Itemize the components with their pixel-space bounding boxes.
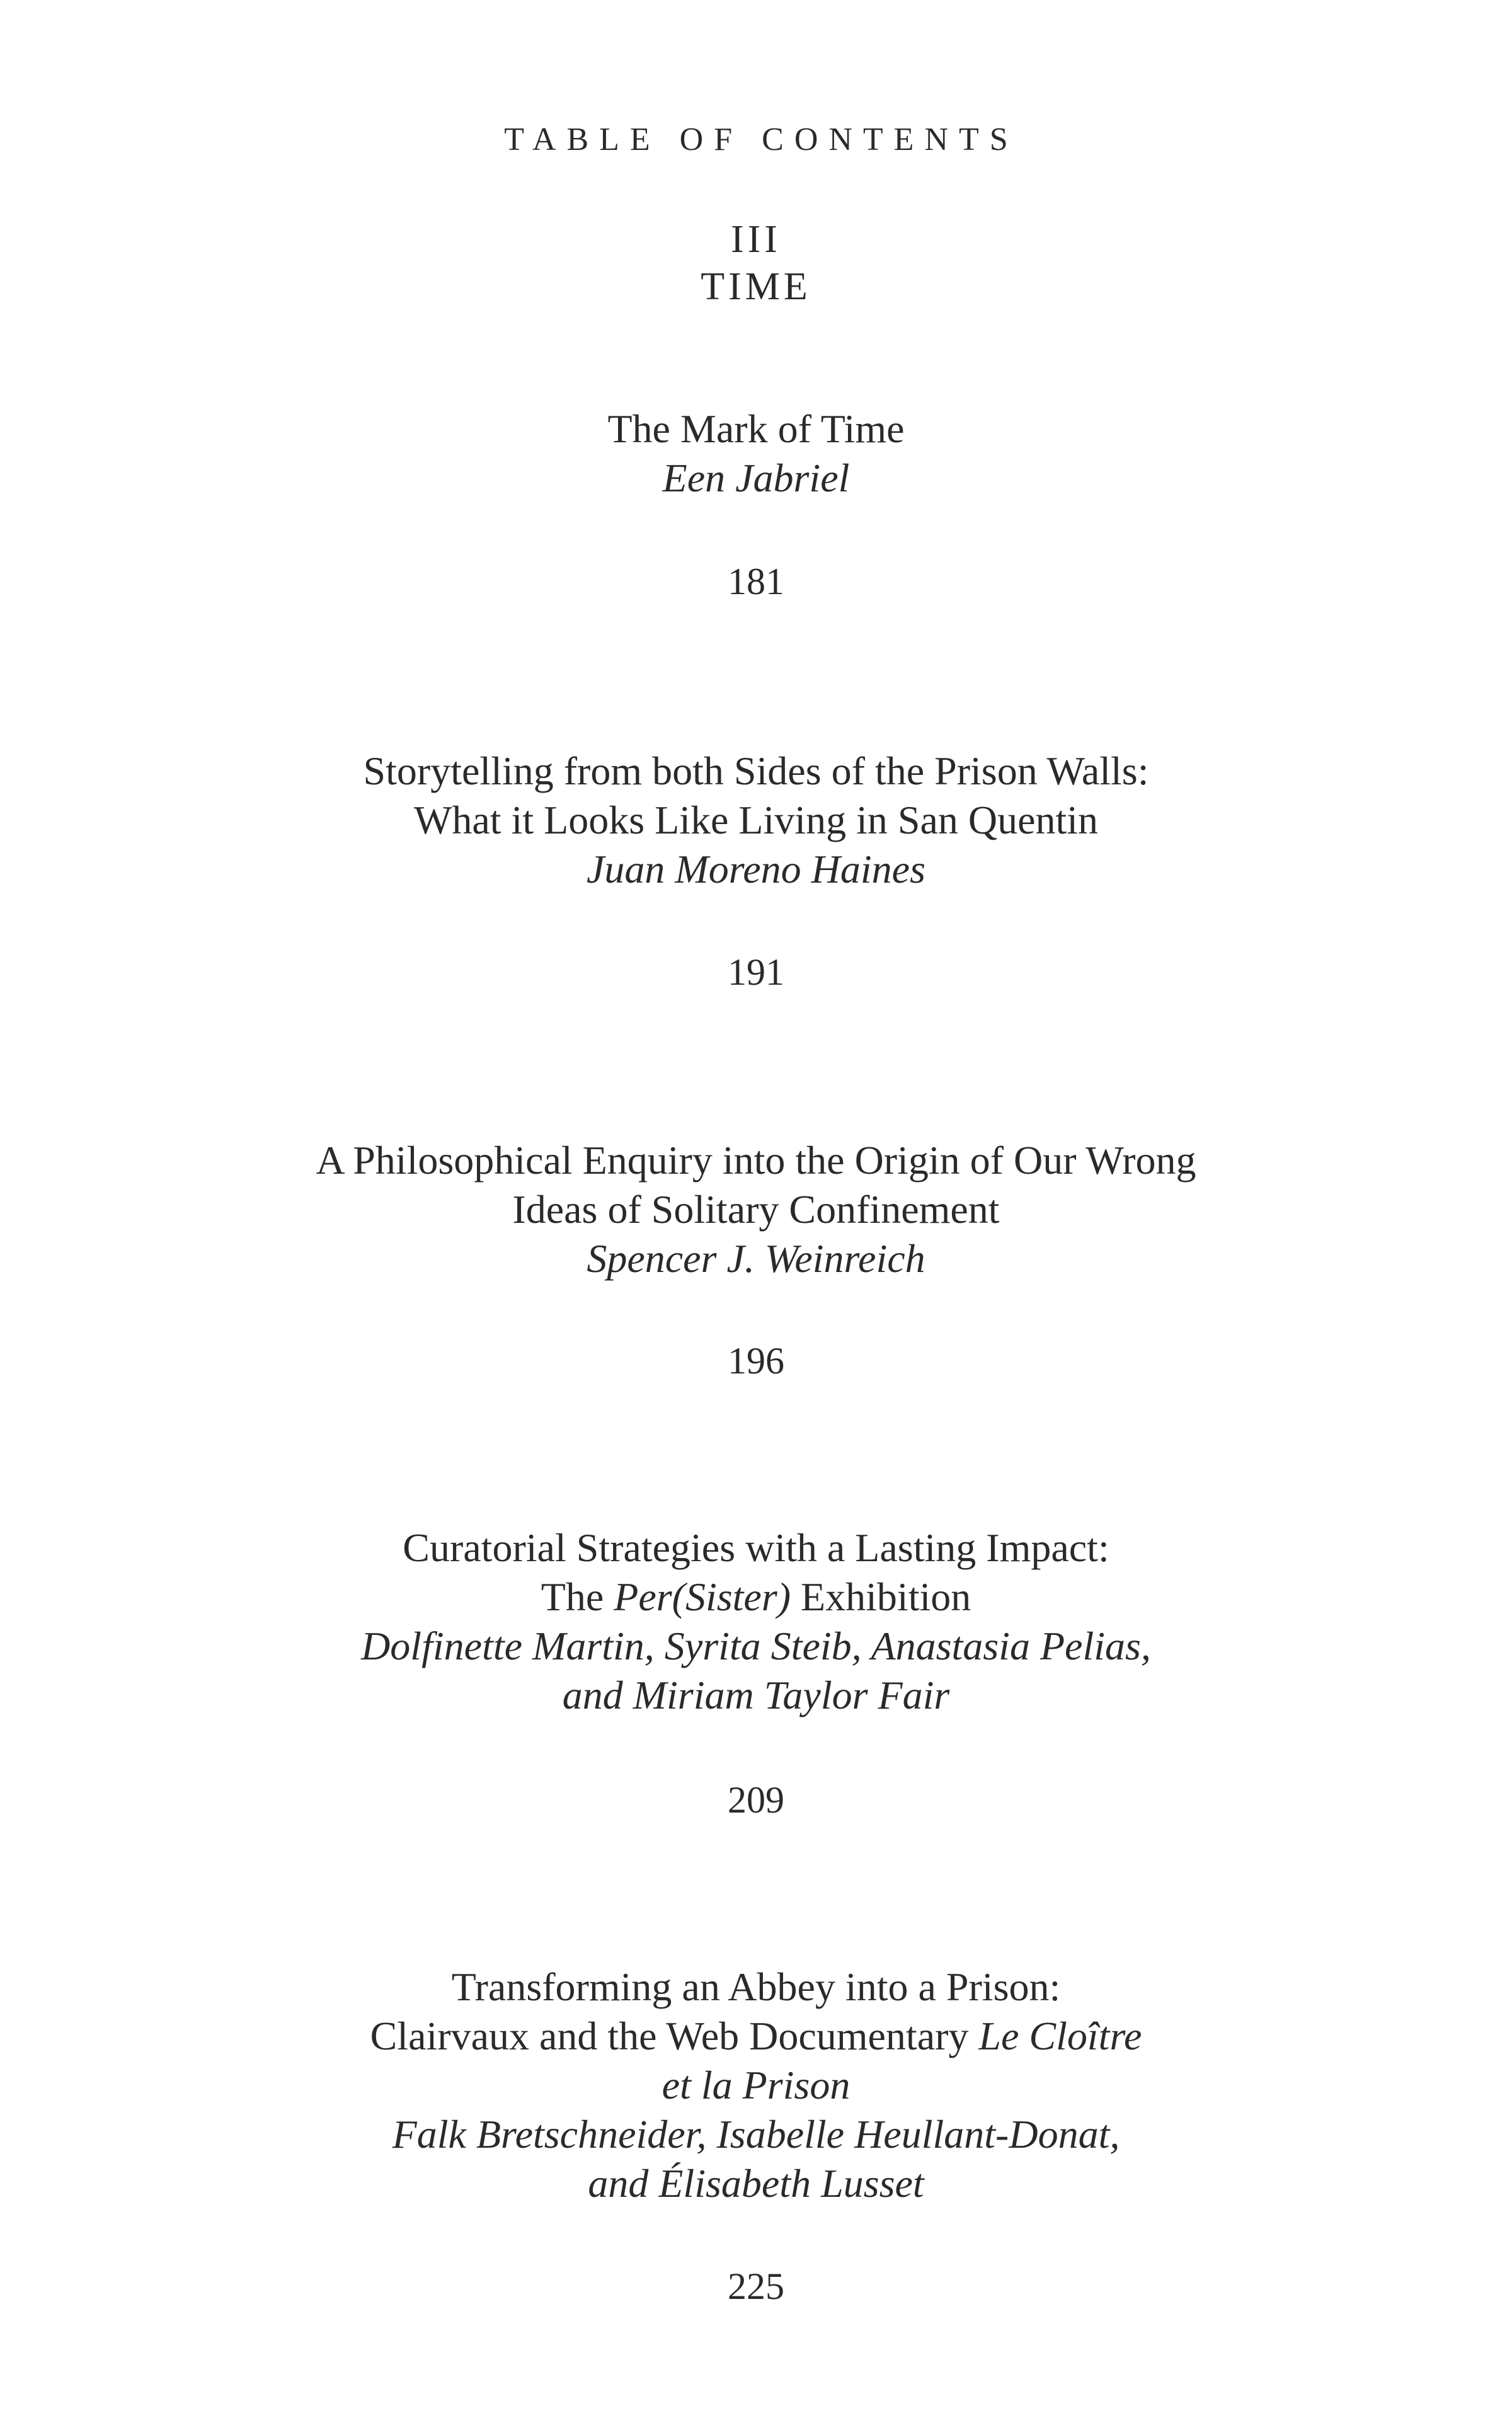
entry-title: The Mark of Time [607,406,905,451]
entry-title: Curatorial Strategies with a Lasting Impact: [403,1525,1109,1570]
toc-entry-5 [0,1962,1512,2208]
entry-title: What it Looks Like Living in San Quentin [413,798,1099,842]
title-text: The [541,1574,614,1619]
entry-title: Ideas of Solitary Confinement [512,1187,1000,1232]
entry-page-number: 225 [728,2266,784,2307]
toc-entry-4 [0,1523,1512,1720]
entry-title [0,2012,1512,2061]
entry-author: Falk Bretschneider, Isabelle Heullant-Donat, [392,2112,1120,2157]
title-italic-text: Le Cloître [978,2014,1142,2058]
part-title: TIME [701,265,811,308]
entry-author: and Élisabeth Lusset [588,2161,924,2206]
entry-page-number: 191 [728,951,784,993]
entry-author: Juan Moreno Haines [587,847,925,891]
entry-title [0,1573,1512,1622]
entry-author: Spencer J. Weinreich [587,1236,925,1281]
entry-title: Storytelling from both Sides of the Prison Walls: [363,748,1149,793]
entry-author: and Miriam Taylor Fair [562,1673,950,1717]
toc-entry-2 [0,747,1512,894]
entry-page-number: 209 [728,1779,784,1821]
toc-entry-1 [0,404,1512,503]
title-italic-text: et la Prison [662,2063,850,2107]
entry-title: A Philosophical Enquiry into the Origin of Our Wrong [316,1138,1196,1183]
title-text: Clairvaux and the Web Documentary [370,2014,979,2058]
entry-page-number: 196 [728,1340,784,1382]
toc-entry-3 [0,1136,1512,1283]
title-italic-text: Per(Sister) [614,1574,791,1619]
entry-title: Transforming an Abbey into a Prison: [451,1964,1061,2009]
running-head: TABLE OF CONTENTS [504,122,1019,158]
part-number: III [731,218,781,261]
entry-title [0,2061,1512,2110]
entry-author: Dolfinette Martin, Syrita Steib, Anastasia Pelias, [361,1624,1151,1668]
entry-page-number: 181 [728,561,784,602]
title-text: Exhibition [791,1574,971,1619]
entry-author: Een Jabriel [662,456,850,500]
